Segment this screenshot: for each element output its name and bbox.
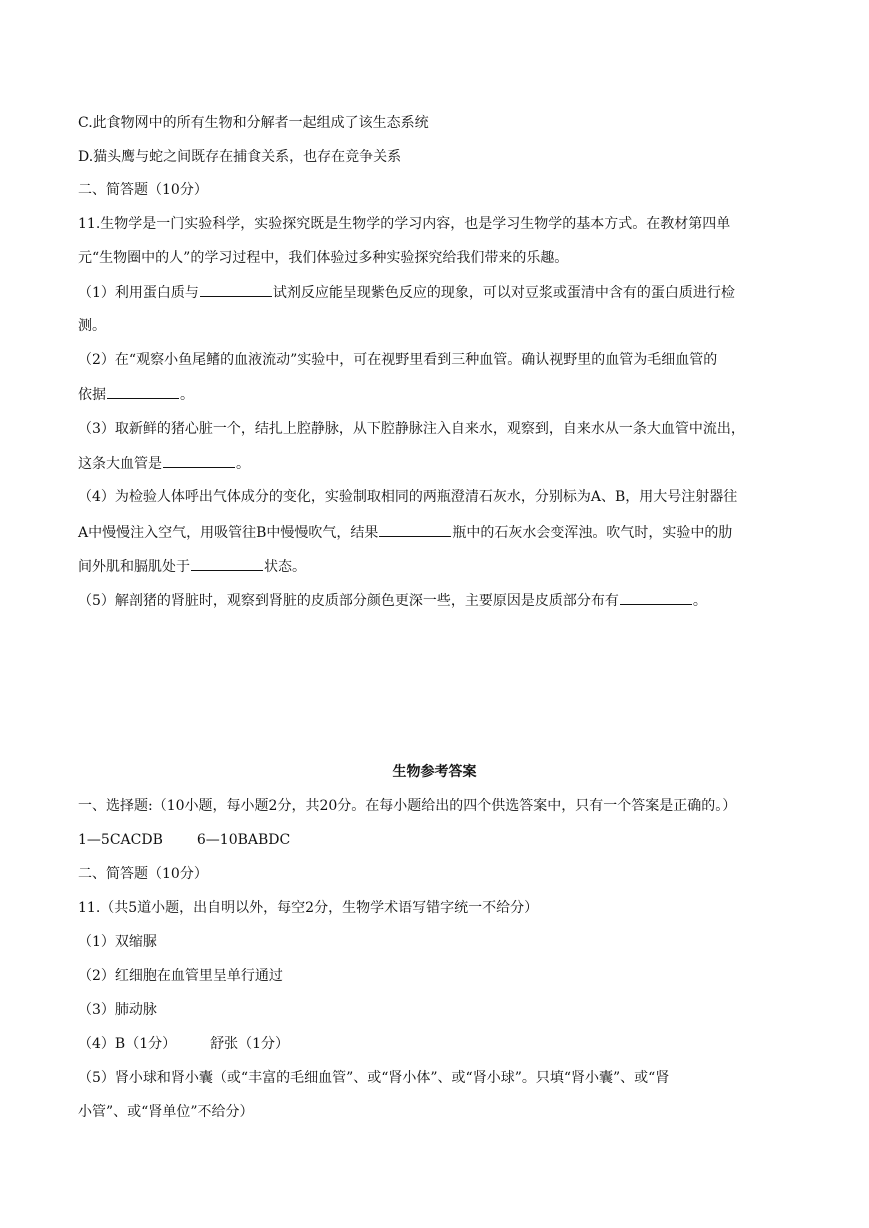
- q2-text-a: 依据: [78, 387, 106, 403]
- answer-blank: [163, 453, 235, 468]
- question-2-line2: [78, 384, 798, 405]
- answer-5-line2: 小管”、或“肾单位”不给分）: [78, 1104, 254, 1120]
- question-3-line2: [78, 453, 798, 474]
- answer-1: （1）双缩脲: [78, 934, 157, 950]
- answer-blank: [191, 556, 263, 571]
- mc-answers-1-5: 1—5CACDB: [78, 832, 163, 848]
- option-c: C.此食物网中的所有生物和分解者一起组成了该生态系统: [78, 115, 429, 131]
- q3-text-b: 。: [236, 456, 250, 472]
- answer-blank: [107, 384, 179, 399]
- option-d: D.猫头鹰与蛇之间既存在捕食关系，也存在竞争关系: [78, 149, 402, 165]
- q5-text-b: 。: [692, 593, 707, 609]
- q11-scoring-note: 11.（共5道小题，出自明以外，每空2分，生物学术语写错字统一不给分）: [78, 900, 539, 916]
- question-2-line1: （2）在“观察小鱼尾鳍的血液流动”实验中，可在视野里看到三种血管。确认视野里的血管为毛细血管的: [78, 352, 718, 368]
- question-4-line2: [78, 522, 798, 543]
- mc-answers-6-10: 6—10BABDC: [196, 832, 291, 848]
- q3-text-a: 这条大血管是: [78, 456, 162, 472]
- question-1: [78, 282, 798, 303]
- answer-blank: [200, 282, 272, 297]
- answer-4: [78, 1034, 798, 1054]
- answer-5-line1: （5）肾小球和肾小囊（或“丰富的毛细血管”、或“肾小体”、或“肾小球”。只填“肾小囊”、或“肾: [78, 1070, 670, 1086]
- answer-4-part2: 舒张（1分）: [210, 1036, 290, 1052]
- q1-text-b: 试剂反应能呈现紫色反应的现象，可以对豆浆或蛋清中含有的蛋白质进行检: [272, 285, 735, 301]
- q5-text-a: （5）解剖猪的肾脏时，观察到肾脏的皮质部分颜色更深一些，主要原因是皮质部分布有: [78, 593, 619, 609]
- answer-blank: [620, 590, 692, 605]
- question-4-line1: （4）为检验人体呼出气体成分的变化，实验制取相同的两瓶澄清石灰水，分别标为A、B，用大号注射器往: [78, 489, 738, 505]
- answer-section1: 一、选择题:（10小题，每小题2分，共20分。在每小题给出的四个供选答案中，只有一个答案是正确的。）: [78, 798, 737, 814]
- q1-text-a: （1）利用蛋白质与: [78, 285, 199, 301]
- answer-key-title: 生物参考答案: [392, 764, 477, 780]
- section-heading: 二、简答题（10分）: [78, 182, 208, 198]
- q4-text-d: 状态。: [264, 559, 306, 575]
- question-3-line1: （3）取新鲜的猪心脏一个，结扎上腔静脉，从下腔静脉注入自来水，观察到，自来水从一条大血管中流出，: [78, 421, 745, 437]
- q11-intro-line2: 元“生物圈中的人”的学习过程中，我们体验过多种实验探究给我们带来的乐趣。: [78, 250, 569, 266]
- q2-text-b: 。: [180, 387, 194, 403]
- question-4-line3: [78, 556, 798, 577]
- q4-text-a: A中慢慢注入空气，用吸管往B中慢慢吹气，结果: [78, 525, 379, 541]
- answer-3: （3）肺动脉: [78, 1002, 157, 1018]
- mc-answers: [78, 830, 798, 850]
- q11-intro-line1: 11.生物学是一门实验科学，实验探究既是生物学的学习内容，也是学习生物学的基本方式。在教材第四单: [78, 216, 731, 232]
- answer-4-part1: （4）B（1分）: [78, 1036, 177, 1052]
- q4-text-b: 瓶中的石灰水会变浑浊。吹气时，实验中的肋: [452, 525, 733, 541]
- question-5: [78, 590, 798, 611]
- question-1-line2: 测。: [78, 318, 106, 334]
- q4-text-c: 间外肌和膈肌处于: [78, 559, 190, 575]
- answer-section2: 二、简答题（10分）: [78, 866, 208, 882]
- answer-blank: [379, 522, 451, 537]
- answer-2: （2）红细胞在血管里呈单行通过: [78, 968, 283, 984]
